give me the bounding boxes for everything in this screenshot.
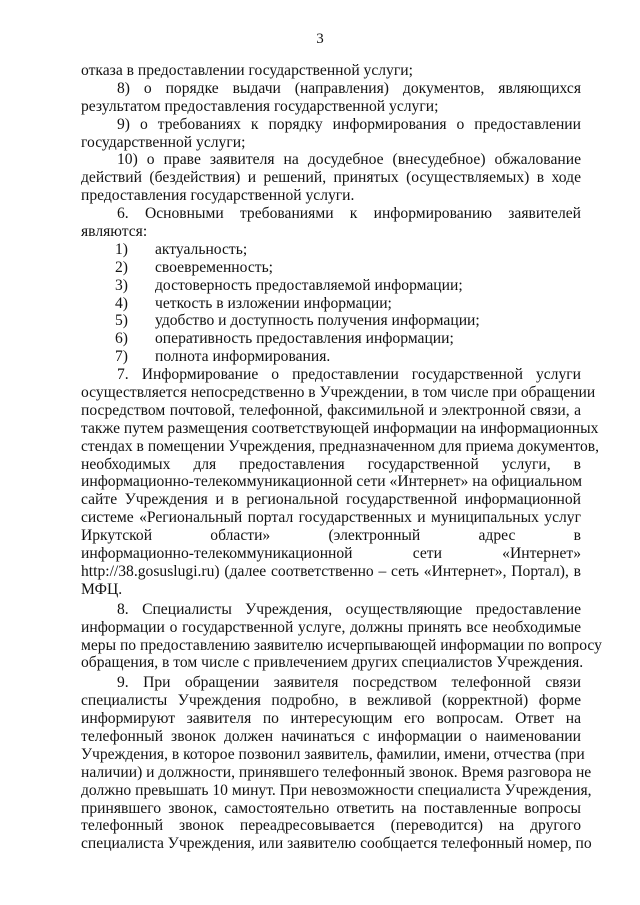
list-item <box>81 295 581 313</box>
list-item <box>81 312 581 330</box>
text-line: информации о государственной услуге, должны принять все необходимые <box>81 618 581 636</box>
text-line: обращения, в том числе с привлечением других специалистов Учреждения. <box>81 654 584 672</box>
list-item-text: достоверность предоставляемой информации; <box>155 276 463 294</box>
text-line: наличии) и должности, принявшего телефонный звонок. Время разговора не <box>81 763 592 781</box>
text-line: 9) о требованиях к порядку информирования о предоставлении <box>117 115 581 133</box>
text-line: отказа в предоставлении государственной услуги; <box>81 62 413 79</box>
text-line: информируют заявителя по интересующим его вопросам. Ответ на <box>81 710 581 728</box>
text-line: осуществляется непосредственно в Учреждении, в том числе при обращении <box>81 384 596 402</box>
text-line: http://38.gosuslugi.ru) (далее соответственно – сеть «Интернет», Портал), в <box>81 562 581 580</box>
text-line: МФЦ. <box>81 580 123 598</box>
text-line: информационно-телекоммуникационной сети «Интернет» на официальном <box>81 473 582 491</box>
text-line: специалиста Учреждения, или заявителю сообщается телефонный номер, по <box>81 835 592 853</box>
text-line: сайте Учреждения и в региональной государственной информационной <box>81 491 581 509</box>
list-item <box>81 241 581 259</box>
body-text <box>81 62 602 853</box>
list-item <box>81 277 581 295</box>
list-item-text: четкость в изложении информации; <box>155 294 392 312</box>
text-line: 6. Основными требованиями к информированию заявителей <box>117 205 581 223</box>
list-item-number: 7) <box>115 348 128 366</box>
text-line: 10) о праве заявителя на досудебное (внесудебное) обжалование <box>117 151 581 169</box>
list-item-number: 4) <box>115 294 128 312</box>
text-line: действий (бездействия) и решений, принятых (осуществляемых) в ходе <box>81 169 581 187</box>
text-line: специалисты Учреждения подробно, в вежливой (корректной) форме <box>81 692 581 710</box>
text-line: 9. При обращении заявителя посредством телефонной связи <box>117 674 581 692</box>
text-line: стендах в помещении Учреждения, предназначенном для приема документов, <box>81 437 600 455</box>
list-item-number: 6) <box>115 330 128 348</box>
text-line: 8. Специалисты Учреждения, осуществляющие предоставление <box>117 600 581 618</box>
text-line: 8) о порядке выдачи (направления) документов, являющихся <box>117 79 581 97</box>
text-line: Иркутской области» (электронный адрес в <box>81 527 581 545</box>
text-line: государственной услуги; <box>81 133 246 151</box>
text-line: результатом предоставления государственной услуги; <box>81 97 439 115</box>
page-number: 3 <box>316 31 324 47</box>
list-item-number: 1) <box>115 240 128 258</box>
text-line: предоставления государственной услуги. <box>81 187 355 205</box>
list-item-text: полнота информирования. <box>155 348 331 366</box>
text-line: должно превышать 10 минут. При невозможности специалиста Учреждения, <box>81 781 592 799</box>
text-line: телефонный звонок переадресовывается (переводится) на другого <box>81 817 581 835</box>
list-item-text: своевременность; <box>155 258 274 276</box>
text-line: телефонный звонок должен начинаться с информации о наименовании <box>81 727 581 745</box>
list-item <box>81 348 581 366</box>
list-item <box>81 330 581 348</box>
text-line: Учреждения, в которое позвонил заявитель, фамилии, имени, отчества (при <box>81 745 585 763</box>
text-line: меры по предоставлению заявителю исчерпывающей информации по вопросу <box>81 636 602 654</box>
text-line: также путем размещения соответствующей информации на информационных <box>81 419 599 437</box>
list-item-number: 2) <box>115 258 128 276</box>
text-line: являются: <box>81 223 148 241</box>
list-item-number: 3) <box>115 276 128 294</box>
list-item-text: актуальность; <box>155 240 248 258</box>
text-line: посредством почтовой, телефонной, факсимильной и электронной связи, а <box>81 401 581 419</box>
list-item-text: оперативность предоставления информации; <box>155 330 454 348</box>
text-line: необходимых для предоставления государственной услуги, в <box>81 455 581 473</box>
list-item-text: удобство и доступность получения информации; <box>155 312 480 330</box>
list-item <box>81 259 581 277</box>
text-line: информационно-телекоммуникационной сети «Интернет» <box>81 545 581 563</box>
text-line: системе «Региональный портал государственных и муниципальных услуг <box>81 509 581 527</box>
text-line: принявшего звонок, самостоятельно ответить на поставленные вопросы <box>81 799 581 817</box>
list-item-number: 5) <box>115 312 128 330</box>
text-line: 7. Информирование о предоставлении государственной услуги <box>117 366 581 384</box>
